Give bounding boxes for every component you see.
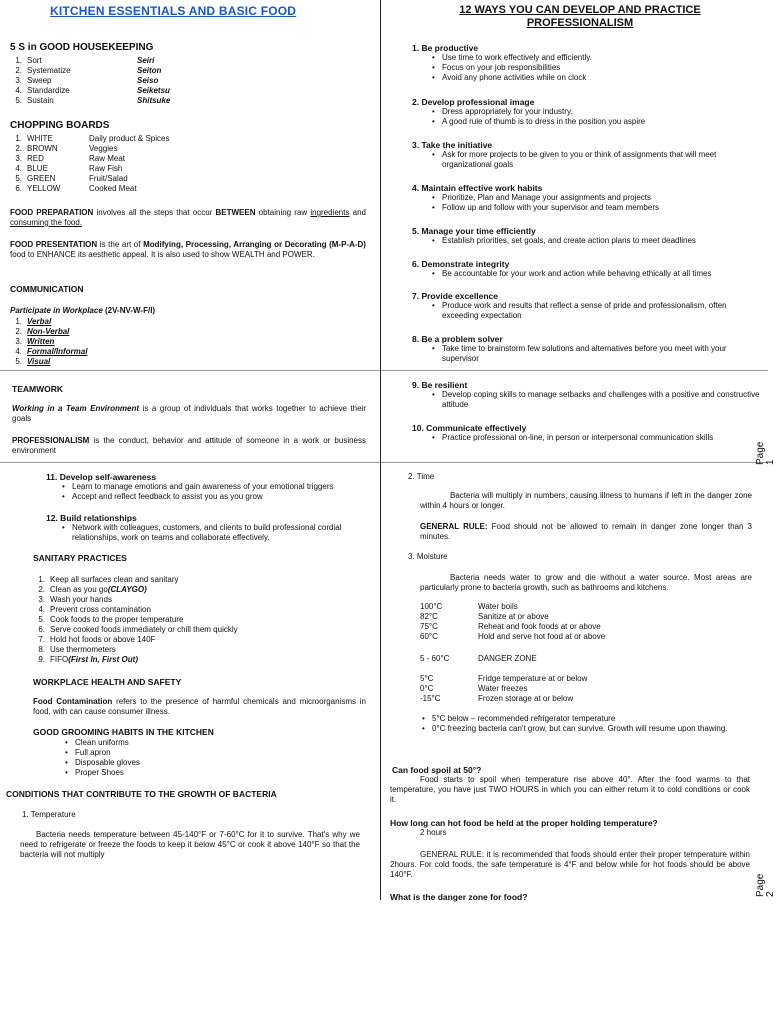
list-item: 9. FIFO (First In, First Out) (38, 655, 138, 664)
bullet-item: • Learn to manage emotions and gain awareness of your emotional triggers (60, 482, 380, 492)
way-title: 1. Be productive (412, 43, 479, 53)
bullet-item: • Follow up and follow with your supervisor and team members (430, 203, 760, 213)
way-4 (412, 183, 760, 213)
list-item: 5. Sustain Shitsuke (15, 96, 171, 105)
bullet-item: • Develop coping skills to manage setbacks and challenges with a positive and constructive attitude (430, 390, 760, 410)
list-item: 7. Hold hot foods or above 140F (38, 635, 156, 644)
temp-row: 5°C Fridge temperature at or below (420, 674, 588, 683)
page-title: KITCHEN ESSENTIALS AND BASIC FOOD (50, 4, 297, 18)
five-s-heading: 5 S in GOOD HOUSEKEEPING (10, 42, 154, 53)
list-item: 4. Prevent cross contamination (38, 605, 151, 614)
way-8 (412, 334, 760, 364)
bullet-item: • Establish priorities, set goals, and create action plans to meet deadlines (430, 236, 760, 246)
way-title: 12. Build relationships (46, 513, 137, 523)
temperature-subheading: 1. Temperature (22, 810, 76, 819)
way-12 (46, 513, 366, 543)
way-3 (412, 140, 760, 170)
professionalism-definition: PROFESSIONALISM is the conduct, behavior and attitude of someone in a work or business environment (12, 436, 366, 455)
bullet-item: • Network with colleagues, customers, and clients to build professional cordial relationships, work on teams and collaborate effectively. (60, 523, 360, 543)
way-title: 10. Communicate effectively (412, 423, 527, 433)
food-contamination-definition: Food Contamination refers to the presence of harmful chemicals and microorganisms in food, with can cause consumer illness. (33, 697, 367, 716)
bullet-item: • Practice professional on-line, in person or interpersonal communication skills (430, 433, 760, 443)
way-2 (412, 97, 760, 127)
list-item: 2. BROWN Veggies (15, 144, 118, 153)
way-6 (412, 259, 760, 279)
list-item: 2. Clean as you go (CLAYGO) (38, 585, 147, 594)
page-number-1: Page 1 (755, 441, 776, 465)
temp-row: -15°C Frozen storage at or below (420, 694, 574, 703)
list-item: 6. YELLOW Cooked Meat (15, 184, 137, 193)
way-bullets (430, 107, 760, 127)
temperature-table-cold (420, 674, 587, 704)
temp-row: 60°C Hold and serve hot food at or above (420, 632, 606, 641)
chopping-boards-list (10, 134, 169, 194)
time-text: Bacteria will multiply in numbers, causing illness to humans if left in the danger zone within 4 hours or longer. (420, 491, 752, 510)
moisture-text: Bacteria needs water to grow and die without a water source. Most areas are particularly prone to bacteria growth, such as bathrooms and kitchens. (420, 573, 752, 592)
temperature-text: Bacteria needs temperature between 45-140°F or 7-60°C for it to survive. That's why we need to refrigerate or freeze the foods to keep it below 45°C or cook it above 140°F so that the bacteria will not multiply (20, 830, 360, 859)
way-title: 4. Maintain effective work habits (412, 183, 543, 193)
sanitary-list (33, 575, 238, 665)
way-bullets (430, 193, 760, 213)
way-title: 3. Take the initiative (412, 140, 493, 150)
way-bullets (430, 269, 760, 279)
list-item: 2. Non-Verbal (15, 327, 70, 336)
time-general-rule: GENERAL RULE: Food should not be allowed to remain in danger zone longer than 3 minutes. (420, 522, 753, 541)
way-title: 7. Provide excellence (412, 291, 498, 301)
food-preparation-definition: FOOD PREPARATION involves all the steps that occur BETWEEN obtaining raw ingredients and consuming the food. (10, 208, 366, 227)
list-item: 5. GREEN Fruit/Salad (15, 174, 128, 183)
question-hold: How long can hot food be held at the proper holding temperature? (390, 818, 658, 828)
sanitary-heading: SANITARY PRACTICES (33, 553, 127, 563)
way-11 (46, 472, 366, 502)
answer-hold: 2 hours (420, 828, 447, 837)
way-title: 9. Be resilient (412, 380, 468, 390)
way-bullets (430, 433, 760, 443)
general-rule-holding: GENERAL RULE: it is recommended that foods should enter their proper temperature within 2hours. For cold foods, the safe temperature is 4°F and below while for hot foods should be above 140°F. (390, 850, 750, 879)
way-1 (412, 43, 760, 83)
communication-subheading: Participate in Workplace (2V-NV-W-F/I) (10, 306, 156, 315)
list-item: 1. Verbal (15, 317, 52, 326)
list-item: 8. Use thermometers (38, 645, 116, 654)
grooming-heading: GOOD GROOMING HABITS IN THE KITCHEN (33, 727, 214, 737)
way-bullets (430, 53, 760, 83)
temp-row: 75°C Reheat and fook foods at or above (420, 622, 601, 631)
bullet-item: • Ask for more projects to be given to you or think of assignments that will meet organizational goals (430, 150, 760, 170)
list-item: 4. Formal/Informal (15, 347, 88, 356)
chopping-boards-heading: CHOPPING BOARDS (10, 120, 110, 131)
list-item: 5. Cook foods to the proper temperature (38, 615, 184, 624)
page-break-right-1 (381, 370, 768, 371)
list-item: 4. BLUE Raw Fish (15, 164, 123, 173)
bullet-item: • Be accountable for your work and action while behaving ethically at all times (430, 269, 760, 279)
list-item: 5. Visual (15, 357, 51, 366)
bullet-item: • Dress appropriately for your industry. (430, 107, 760, 117)
way-bullets (60, 523, 360, 543)
page-break-left-2 (0, 462, 380, 463)
list-item: 3. RED Raw Meat (15, 154, 126, 163)
list-item: 3. Written (15, 337, 55, 346)
temp-row: 82°C Sanitize at or above (420, 612, 549, 621)
list-item: 6. Serve cooked foods immediately or chill them quickly (38, 625, 238, 634)
way-bullets (430, 150, 760, 170)
professionalism-title: 12 WAYS YOU CAN DEVELOP AND PRACTICE PROFESSIONALISM (459, 4, 701, 29)
five-s-list (10, 56, 170, 106)
bacteria-heading: CONDITIONS THAT CONTRIBUTE TO THE GROWTH OF BACTERIA (6, 789, 277, 799)
column-divider (380, 0, 381, 900)
bullet-item: • Produce work and results that reflect a sense of pride and professionalism, often exceeding expectation (430, 301, 760, 321)
list-item: 3. Sweep Seiso (15, 76, 159, 85)
list-item: 1. Keep all surfaces clean and sanitary (38, 575, 179, 584)
bullet-item: • Take time to brainstorm few solutions and alternatives before you meet with your supervisor (430, 344, 760, 364)
way-title: 11. Develop self-awareness (46, 472, 157, 482)
temp-row: 100°C Water boils (420, 602, 518, 611)
bullet-item: • 5°C below – recommended refrigerator temperature (420, 714, 752, 724)
bullet-item: • 0°C freezing bacteria can't grow, but can survive. Growth will resume upon thawing. (420, 724, 752, 734)
bullet-item: • Accept and reflect feedback to assist you as you grow (60, 492, 380, 502)
way-title: 2. Develop professional image (412, 97, 535, 107)
page-number-2: Page 2 (755, 873, 776, 897)
food-presentation-definition: FOOD PRESENTATION is the art of Modifying, Processing, Arranging or Decorating (M-P-A-D) food to ENHANCE its aesthetic appeal. It is also used to show WEALTH and POWER. (10, 240, 366, 259)
page-break-left-1 (0, 370, 380, 371)
list-item: 1. Sort Seiri (15, 56, 155, 65)
way-10 (412, 423, 760, 443)
bullet-item: • Full apron (63, 748, 140, 758)
danger-zone-row: 5 - 60°C DANGER ZONE (420, 654, 537, 663)
bullet-item: • Focus on your job responsibilities (430, 63, 760, 73)
way-bullets (430, 344, 760, 364)
list-item: 1. WHITE Daily product & Spices (15, 134, 170, 143)
way-title: 6. Demonstrate integrity (412, 259, 510, 269)
bullet-item: • Disposable gloves (63, 758, 140, 768)
way-7 (412, 291, 760, 321)
communication-list (10, 317, 87, 367)
temperature-notes (420, 714, 752, 734)
teamwork-heading: TEAMWORK (12, 384, 63, 394)
way-5 (412, 226, 760, 246)
way-bullets (430, 236, 760, 246)
communication-heading: COMMUNICATION (10, 284, 84, 294)
way-9 (412, 380, 760, 410)
way-title: 8. Be a problem solver (412, 334, 503, 344)
list-item: 4. Standardize Seiketsu (15, 86, 170, 95)
bullet-item: • Proper Shoes (63, 768, 140, 778)
grooming-list (63, 738, 140, 778)
bullet-item: • Clean uniforms (63, 738, 140, 748)
list-item: 3. Wash your hands (38, 595, 112, 604)
way-title: 5. Manage your time efficiently (412, 226, 536, 236)
bullet-item: • A good rule of thumb is to dress in the position you aspire (430, 117, 760, 127)
time-subheading: 2. Time (408, 472, 435, 481)
question-danger-zone: What is the danger zone for food? (390, 892, 528, 902)
answer-spoil: Food starts to spoil when temperature rise above 40°. After the food warms to that temperature, you have just TWO HOURS in which you can either return it to cold conditions or cook it. (390, 775, 750, 804)
temperature-table-hot (420, 602, 605, 642)
question-spoil: Can food spoil at 50°? (392, 765, 482, 775)
page-break-right-2 (381, 462, 768, 463)
way-bullets (430, 390, 760, 410)
safety-heading: WORKPLACE HEALTH AND SAFETY (33, 677, 182, 687)
bullet-item: • Avoid any phone activities while on clock (430, 73, 760, 83)
bullet-item: • Use time to work effectively and efficiently. (430, 53, 760, 63)
teamwork-definition: Working in a Team Environment is a group of individuals that works together to achieve their goals (12, 404, 367, 423)
way-bullets (430, 301, 760, 321)
bullet-item: • Prioritize, Plan and Manage your assignments and projects (430, 193, 760, 203)
moisture-subheading: 3. Moisture (408, 552, 448, 561)
temp-row: 0°C Water freezes (420, 684, 528, 693)
list-item: 2. Systematize Seiton (15, 66, 162, 75)
way-bullets (60, 482, 380, 502)
